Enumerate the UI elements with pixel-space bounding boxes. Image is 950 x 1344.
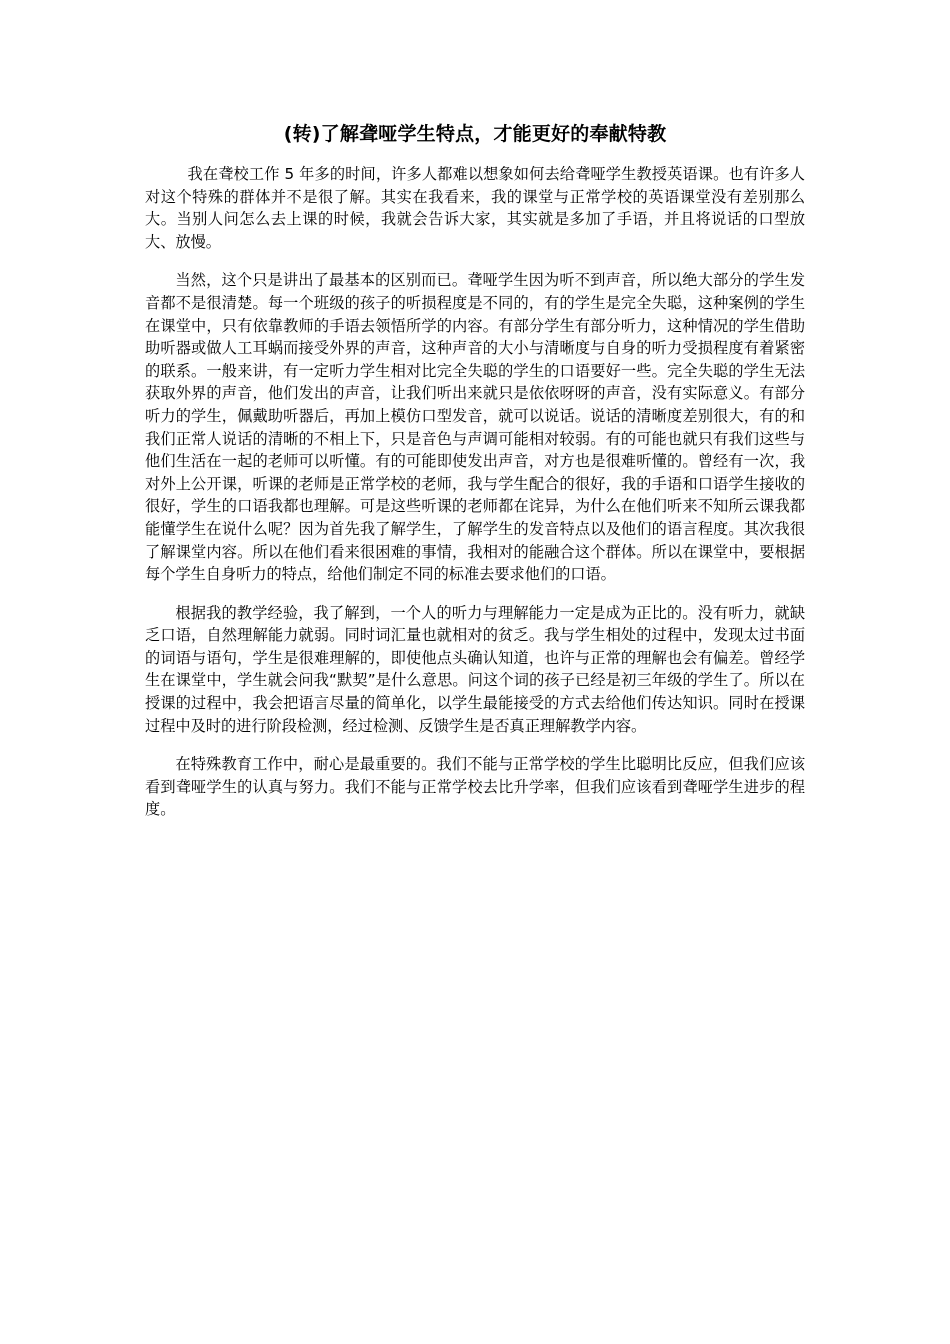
paragraph-4: 在特殊教育工作中，耐心是最重要的。我们不能与正常学校的学生比聪明比反应，但我们应该看到聋哑学生的认真与努力。我们不能与正常学校去比升学率，但我们应该看到聋哑学生进步的程度。 — [145, 755, 805, 819]
document-body — [145, 163, 805, 837]
paragraph-3: 根据我的教学经验，我了解到，一个人的听力与理解能力一定是成为正比的。没有听力，就缺乏口语，自然理解能力就弱。同时词汇量也就相对的贫乏。我与学生相处的过程中，发现太过书面的词语与语句，学生是很难理解的，即使他点头确认知道，也许与正常的理解也会有偏差。曾经学生在课堂中，学生就会问我“默契”是什么意思。问这个词的孩子已经是初三年级的学生了。所以在授课的过程中，我会把语言尽量的简单化，以学生最能接受的方式去给他们传达知识。同时在授课过程中及时的进行阶段检测，经过检测、反馈学生是否真正理解教学内容。 — [145, 603, 805, 735]
paragraph-2: 当然，这个只是讲出了最基本的区别而已。聋哑学生因为听不到声音，所以绝大部分的学生发音都不是很清楚。每一个班级的孩子的听损程度是不同的，有的学生是完全失聪，这种案例的学生在课堂中，只有依靠教师的手语去领悟所学的内容。有部分学生有部分听力，这种情况的学生借助助听器或做人工耳蜗而接受外界的声音，这种声音的大小与清晰度与自身的听力受损程度有着紧密的联系。一般来讲，有一定听力学生相对比完全失聪的学生的口语要好一些。完全失聪的学生无法获取外界的声音，他们发出的声音，让我们听出来就只是依依呀呀的声音，没有实际意义。有部分听力的学生，佩戴助听器后，再加上模仿口型发音，就可以说话。说话的清晰度差别很大，有的和我们正常人说话的清晰的不相上下，只是音色与声调可能相对较弱。有的可能也就只有我们这些与他们生活在一起的老师可以听懂。有的可能即使发出声音，对方也是很难听懂的。曾经有一次，我对外上公开课，听课的老师是正常学校的老师，我与学生配合的很好，我的手语和口语学生接收的很好，学生的口语我都也理解。可是这些听课的老师都在诧异，为什么在他们听来不知所云课我都能懂学生在说什么呢？因为首先我了解学生，了解学生的发音特点以及他们的语言程度。其次我很了解课堂内容。所以在他们看来很困难的事情，我相对的能融合这个群体。所以在课堂中，要根据每个学生自身听力的特点，给他们制定不同的标准去要求他们的口语。 — [145, 271, 805, 584]
paragraph-1: 我在聋校工作 5 年多的时间，许多人都难以想象如何去给聋哑学生教授英语课。也有许多人对这个特殊的群体并不是很了解。其实在我看来，我的课堂与正常学校的英语课堂没有差别那么大。当别人问怎么去上课的时候，我就会告诉大家，其实就是多加了手语，并且将说话的口型放大、放慢。 — [145, 165, 805, 251]
document-title: (转)了解聋哑学生特点，才能更好的奉献特教 — [283, 123, 667, 145]
